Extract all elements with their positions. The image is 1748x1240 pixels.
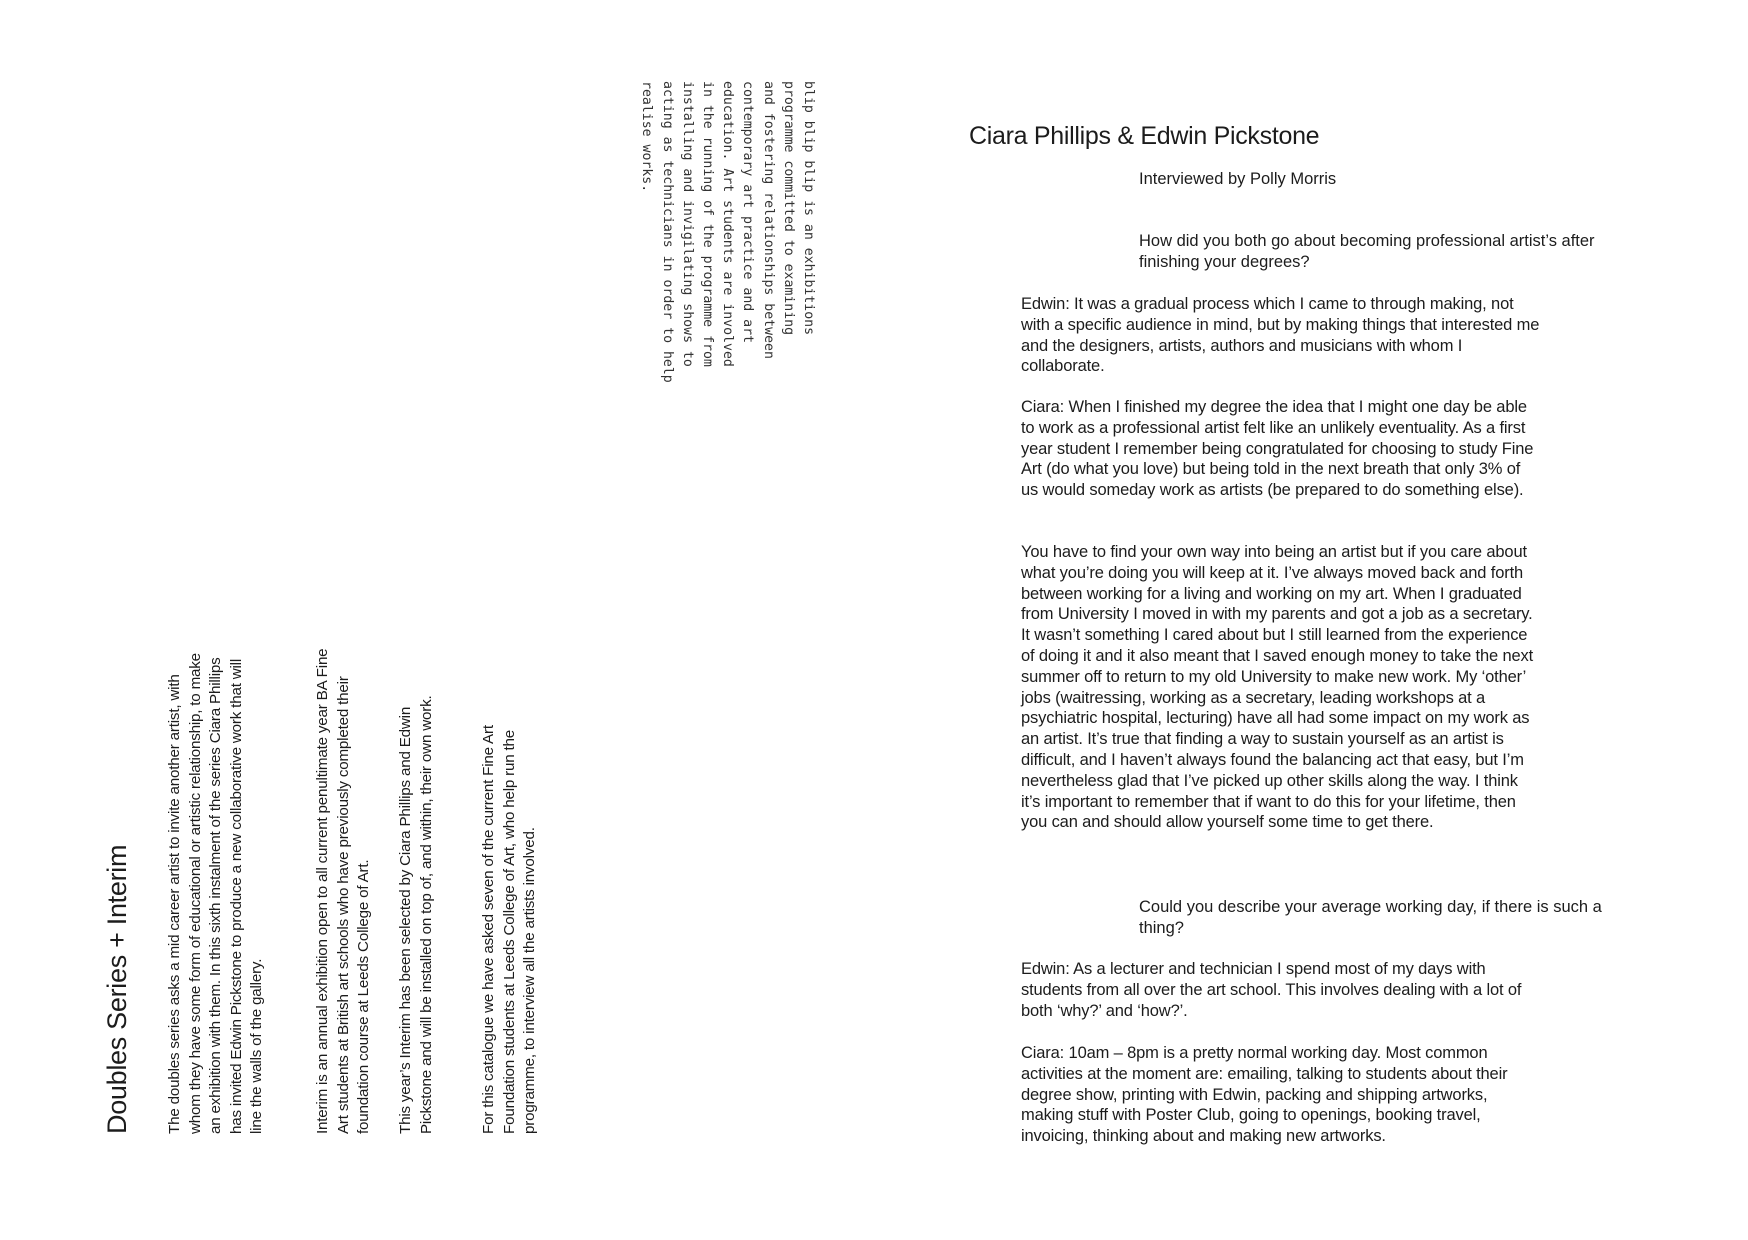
about-line: contemporary art practice and art bbox=[740, 81, 756, 344]
answer-1-ciara: Ciara: When I finished my degree the idea that I might one day be able to work as a professional artist felt like an unlikely eventuality. As a first year student I remember being congratulated for choosing to study Fine Art (do what you love) but being told in the next breath that only 3% of us would someday work as artists (be prepared to do something else). bbox=[1021, 398, 1534, 500]
interview-title: Ciara Phillips & Edwin Pickstone bbox=[969, 122, 1320, 150]
about-blip-blip-blip bbox=[636, 81, 818, 383]
answer-2-edwin: Edwin: As a lecturer and technician I spend most of my days with students from all over the art school. This involves dealing with a lot of both ‘why?’ and ‘how?’. bbox=[1021, 960, 1522, 1020]
about-line: blip blip blip is an exhibitions bbox=[801, 81, 816, 336]
about-line: installing and invigilating shows to bbox=[679, 81, 695, 367]
intro-paragraph-interim: Interim is an annual exhibition open to all current penultimate year BA Fine Art students at British art schools who have previously completed their foundation course at Leeds College of Art. bbox=[314, 648, 373, 1134]
interviewer-credit: Interviewed by Polly Morris bbox=[1139, 170, 1337, 188]
question-1: How did you both go about becoming professional artist’s after finishing your degrees? bbox=[1139, 232, 1595, 271]
answer-1-ciara-continued: You have to find your own way into being an artist but if you care about what you’re doing you will keep at it. I’ve always moved back and forth between working for a living and working on my art. When I graduated from University I moved in with my parents and got a job as a secretary. It wasn’t something I cared about but I still learned from the experience of doing it and it also meant that I saved enough money to take the next summer off to return to my old University to make new work. My ‘other’ jobs (waitressing, working as a secretary, leading workshops at a psychiatric hospital, lecturing) have all had some impact on my work as an artist. It’s true that finding a way to sustain yourself as an artist is difficult, and I haven’t always found the balancing act that easy, but I’m nevertheless glad that I’ve picked up other skills along the way. I think it’s important to remember that if want to do this for your lifetime, then you can and should allow yourself some time to get there. bbox=[1021, 543, 1534, 832]
question-2: Could you describe your average working day, if there is such a thing? bbox=[1139, 898, 1602, 937]
answer-2-ciara: Ciara: 10am – 8pm is a pretty normal working day. Most common activities at the moment are: emailing, talking to students about their degree show, printing with Edwin, packing and shipping artworks, making stuff with Poster Club, going to openings, booking travel, invoicing, thinking about and making new artworks. bbox=[1021, 1044, 1508, 1146]
doubles-series-title: Doubles Series + Interim bbox=[102, 844, 132, 1134]
about-line: in the running of the programme from bbox=[699, 81, 715, 367]
intro-paragraph-doubles: The doubles series asks a mid career artist to invite another artist, with whom they have some form of educational or artistic relationship, to make an exhibition with them. In this sixth instalment of the series Ciara Phillips has invited Edwin Pickstone to produce a new collaborative work that will line the walls of the gallery. bbox=[166, 653, 266, 1134]
about-line: and fostering relationships between bbox=[760, 81, 776, 359]
answer-1-edwin: Edwin: It was a gradual process which I came to through making, not with a specific audience in mind, but by making things that interested me and the designers, artists, authors and musicians with whom I collaborate. bbox=[1021, 295, 1540, 376]
intro-paragraph-selection: This year’s Interim has been selected by Ciara Phillips and Edwin Pickstone and will be installed on top of, and within, their own work. bbox=[397, 695, 435, 1134]
about-line: programme committed to examining bbox=[780, 81, 796, 336]
about-line: realise works. bbox=[639, 81, 655, 193]
about-line: education. Art students are involved bbox=[720, 81, 736, 367]
intro-paragraph-catalogue: For this catalogue we have asked seven of the current Fine Art Foundation students at Leeds College of Art, who help run the programme, to interview all the artists involved. bbox=[480, 725, 539, 1134]
about-line: acting as technicians in order to help bbox=[659, 81, 675, 383]
